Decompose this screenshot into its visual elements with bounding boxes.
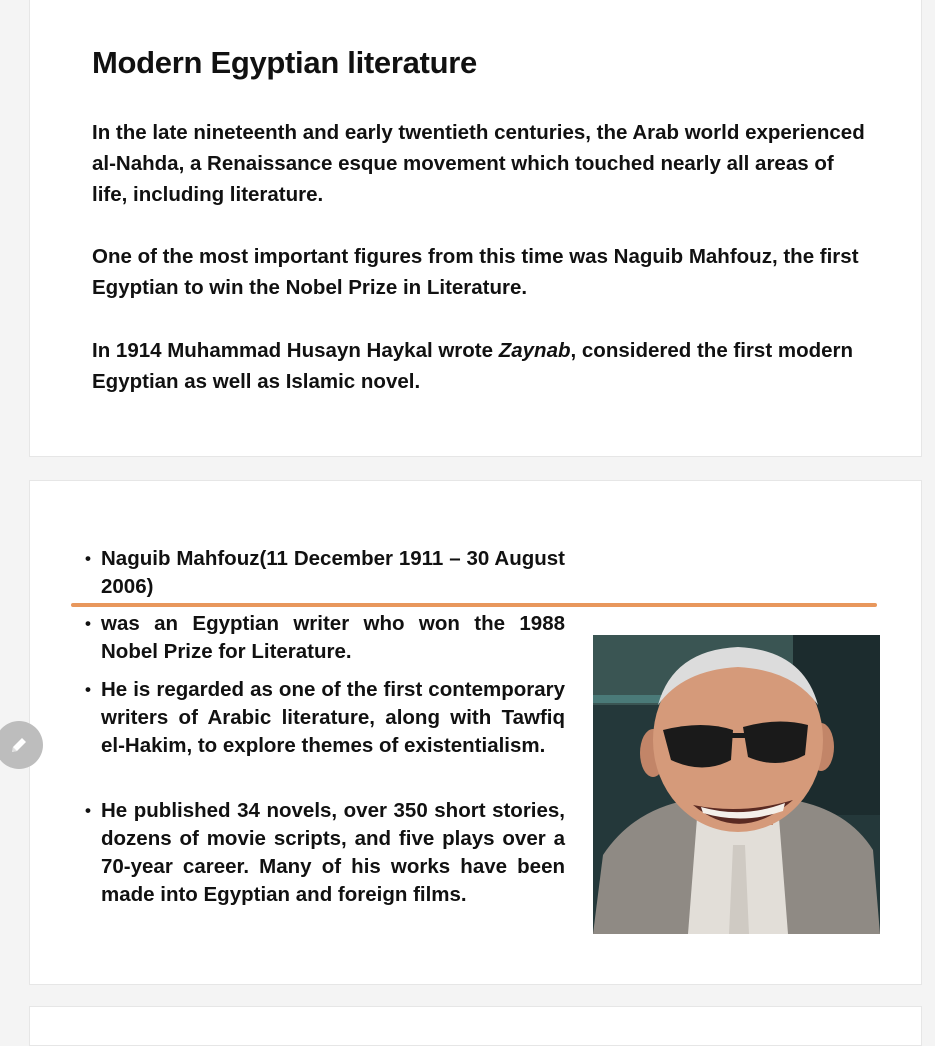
slide-1	[29, 0, 922, 457]
slide-3-partial	[29, 1006, 922, 1046]
paragraph-zaynab	[92, 335, 872, 397]
bullet-item	[85, 797, 565, 909]
paragraph-al-nahda: In the late nineteenth and early twentieth centuries, the Arab world experienced al-Nahda, a Renaissance esque movement which touched nearly all areas of life, including literature.	[92, 121, 865, 206]
slide-title: Modern Egyptian literature	[92, 45, 477, 80]
novel-title-zaynab: Zaynab	[498, 339, 571, 362]
paragraph-mahfouz: One of the most important figures from this time was Naguib Mahfouz, the first Egyptian to win the Nobel Prize in Literature.	[92, 245, 859, 299]
bullet-dot: •	[85, 680, 91, 699]
bullet-dot: •	[85, 801, 91, 820]
pencil-icon	[8, 734, 30, 756]
slide-2	[29, 480, 922, 985]
bullet-item	[85, 610, 565, 666]
bullet-item	[85, 545, 565, 601]
bullet-text: was an Egyptian writer who won the 1988 Nobel Prize for Literature.	[101, 612, 565, 663]
bullet-text: He published 34 novels, over 350 short stories, dozens of movie scripts, and five plays over a 70-year career. Many of his works have been made into Egyptian and foreign films.	[101, 799, 565, 906]
bullet-item	[85, 676, 565, 760]
bullet-text: Naguib Mahfouz(11 December 1911 – 30 August 2006)	[101, 547, 565, 598]
para3-text-after: , considered the first modern Egyptian as well as Islamic novel.	[92, 339, 854, 393]
title-underline-divider	[71, 603, 877, 607]
bullet-dot: •	[85, 614, 91, 633]
bullet-text: He is regarded as one of the first contemporary writers of Arabic literature, along with Tawfiq el-Hakim, to explore themes of existentialism.	[101, 678, 565, 757]
para3-text-before: In 1914 Muhammad Husayn Haykal wrote	[92, 339, 499, 362]
bullet-dot: •	[85, 549, 91, 568]
portrait-photo	[593, 635, 880, 934]
